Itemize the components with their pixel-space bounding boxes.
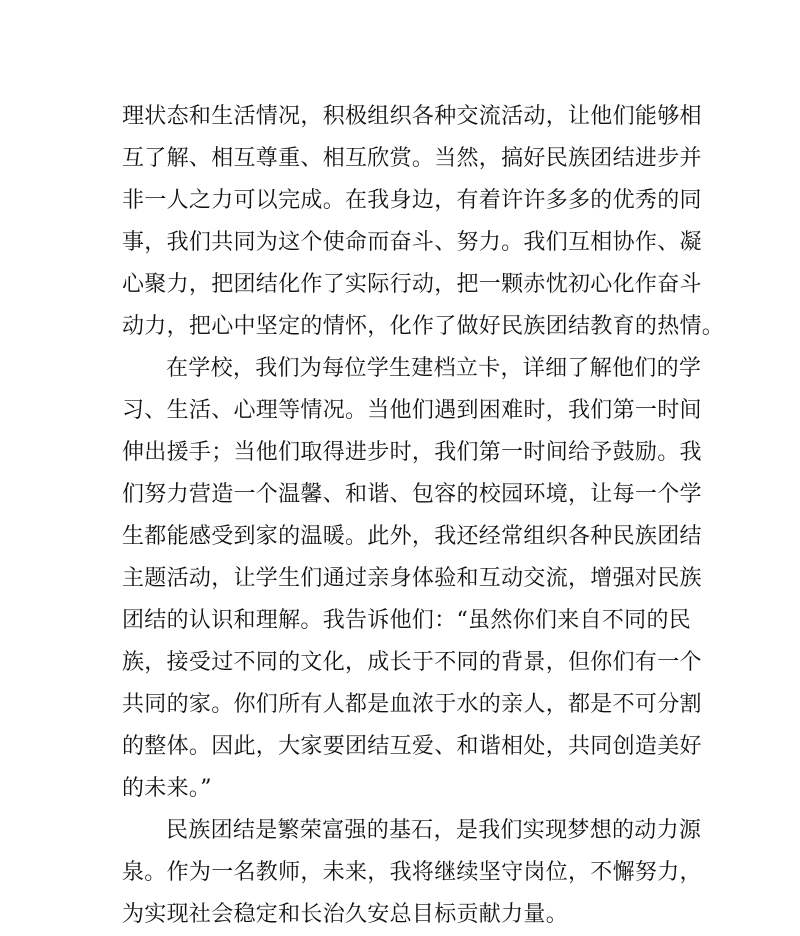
text-line: 伸出援手；当他们取得进步时，我们第一时间给予鼓励。我 xyxy=(122,440,702,465)
text-line: 为实现社会稳定和长治久安总目标贡献力量。 xyxy=(122,902,569,927)
text-line: 动力，把心中坚定的情怀，化作了做好民族团结教育的热情。 xyxy=(122,314,725,339)
text-line: 互了解、相互尊重、相互欣赏。当然，搞好民族团结进步并 xyxy=(122,146,702,171)
text-line: 族，接受过不同的文化，成长于不同的背景，但你们有一个 xyxy=(122,650,702,675)
text-line: 的整体。因此，大家要团结互爱、和谐相处，共同创造美好 xyxy=(122,734,702,759)
text-line: 生都能感受到家的温暖。此外，我还经常组织各种民族团结 xyxy=(122,524,702,549)
text-line: 的未来。” xyxy=(122,776,212,801)
text-line: 们努力营造一个温馨、和谐、包容的校园环境，让每一个学 xyxy=(122,482,702,507)
text-line: 团结的认识和理解。我告诉他们：“虽然你们来自不同的民 xyxy=(122,608,692,633)
body-text xyxy=(122,96,725,936)
text-line: 共同的家。你们所有人都是血浓于水的亲人，都是不可分割 xyxy=(122,692,702,717)
text-line: 事，我们共同为这个使命而奋斗、努力。我们互相协作、凝 xyxy=(122,230,702,255)
text-line: 习、生活、心理等情况。当他们遇到困难时，我们第一时间 xyxy=(122,398,702,423)
text-line: 民族团结是繁荣富强的基石，是我们实现梦想的动力源 xyxy=(166,818,702,843)
text-line: 理状态和生活情况，积极组织各种交流活动，让他们能够相 xyxy=(122,104,702,129)
text-line: 非一人之力可以完成。在我身边，有着许许多多的优秀的同 xyxy=(122,188,702,213)
text-line: 泉。作为一名教师，未来，我将继续坚守岗位，不懈努力， xyxy=(122,860,702,885)
text-line: 在学校，我们为每位学生建档立卡，详细了解他们的学 xyxy=(166,356,702,381)
text-line: 心聚力，把团结化作了实际行动，把一颗赤忱初心化作奋斗 xyxy=(122,272,702,297)
text-line: 主题活动，让学生们通过亲身体验和互动交流，增强对民族 xyxy=(122,566,702,591)
